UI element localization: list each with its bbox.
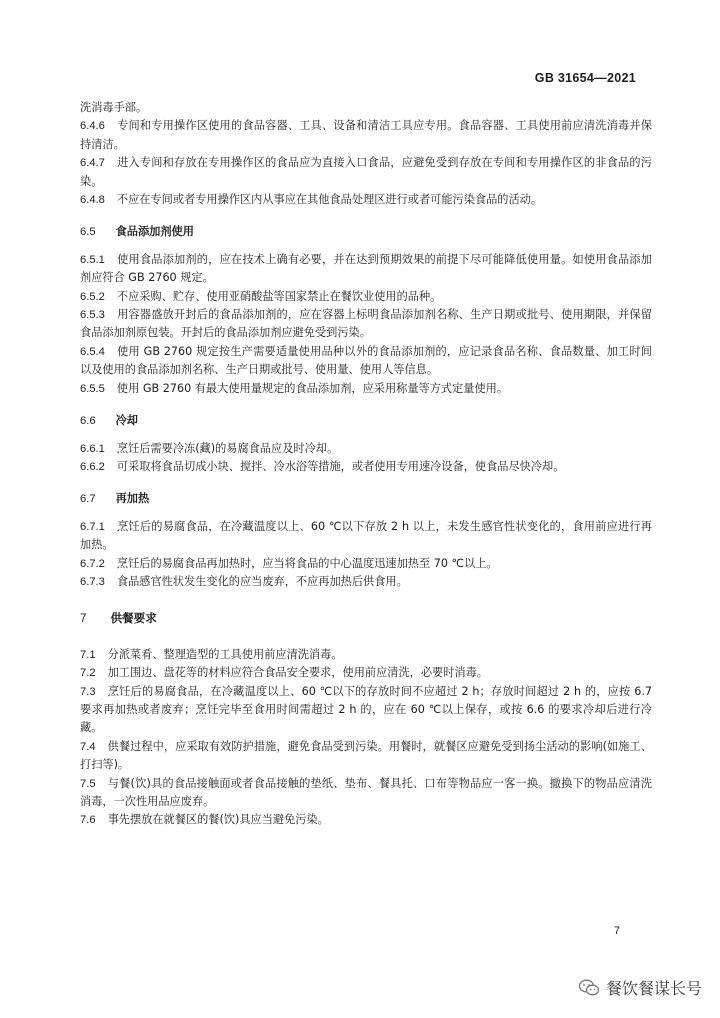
clause-number: 6.7.1	[80, 520, 105, 533]
clause-number: 6.5.3	[80, 309, 105, 322]
clause-number: 6.5.1	[80, 253, 105, 266]
section-heading-6-6	[80, 412, 652, 430]
clause-text: 可采取将食品切成小块、搅拌、冷水浴等措施，或者使用专用速冷设备，使食品尽快冷却。	[116, 459, 565, 473]
clause-number: 7.1	[80, 648, 96, 661]
document-body	[80, 99, 652, 830]
clause-6-5-1	[80, 251, 652, 288]
section-heading-6-5	[80, 223, 652, 241]
page-number: 7	[613, 925, 620, 937]
clause-text: 食品感官性状发生变化的应当废弃，不应再加热后供食用。	[116, 574, 408, 588]
clause-text: 进入专间和存放在专用操作区的食品应为直接入口食品，应避免受到存放在专间和专用操作区的非食品的污染。	[80, 156, 652, 188]
clause-number: 7.4	[80, 740, 96, 753]
clause-6-6-2	[80, 458, 652, 476]
clause-number: 7.3	[80, 685, 96, 698]
chapter-number: 7	[80, 612, 87, 626]
clause-text: 使用 GB 2760 有最大使用量规定的食品添加剂，应采用称量等方式定量使用。	[116, 381, 509, 395]
clause-6-5-5	[80, 380, 652, 398]
clause-7-3	[80, 683, 652, 738]
clause-6-7-1	[80, 518, 652, 555]
watermark-text: 餐饮餐谋长号	[605, 979, 702, 998]
section-title: 冷却	[115, 414, 138, 428]
section-title: 食品添加剂使用	[115, 225, 194, 239]
clause-text: 不应在专间或者专用操作区内从事应在其他食品处理区进行或者可能污染食品的活动。	[116, 193, 543, 207]
clause-text: 分派菜肴、整理造型的工具使用前应清洗消毒。	[107, 647, 343, 661]
watermark	[578, 976, 702, 999]
clause-7-2	[80, 664, 652, 682]
clause-7-6	[80, 811, 652, 829]
clause-text: 烹饪后需要冷冻(藏)的易腐食品应及时冷却。	[116, 441, 339, 455]
section-number: 6.7	[80, 493, 96, 506]
document-code: GB 31654—2021	[534, 71, 636, 85]
clause-text: 与餐(饮)具的食品接触面或者食品接触的垫纸、垫布、餐具托、口布等物品应一客一换。撤换下的物品应清洗消毒，一次性用品应废弃。	[80, 776, 652, 808]
clause-number: 6.6.2	[80, 460, 105, 473]
clause-6-5-2	[80, 288, 652, 306]
clause-number: 6.5.2	[80, 290, 105, 303]
clause-6-7-3	[80, 573, 652, 591]
clause-text: 事先摆放在就餐区的餐(饮)具应当避免污染。	[107, 813, 329, 827]
clause-number: 6.4.8	[80, 194, 105, 207]
chapter-title: 供餐要求	[110, 611, 157, 626]
clause-7-1	[80, 646, 652, 664]
clause-number: 7.5	[80, 777, 96, 790]
clause-text: 供餐过程中，应采取有效防护措施，避免食品受到污染。用餐时，就餐区应避免受到扬尘活动的影响(如施工、打扫等)。	[80, 739, 652, 772]
clause-number: 6.4.6	[80, 120, 105, 133]
clause-text: 烹饪后的易腐食品，在冷藏温度以上、60 ℃以下存放 2 h 以上，未发生感官性状变化的，食用前应进行再加热。	[80, 519, 652, 552]
clause-number: 6.6.1	[80, 442, 105, 455]
clause-6-4-7	[80, 154, 652, 191]
clause-text: 烹饪后的易腐食品，在冷藏温度以上、60 ℃以下的存放时间不应超过 2 h；存放时间超过 2 h 的，应按 6.7 要求再加热或者废弃；烹饪完毕至食用时间需超过 2 h 的，应在 60 ℃以上保存，或按 6.6 的要求冷却后进行冷藏。	[80, 684, 652, 735]
clause-number: 6.4.7	[80, 157, 105, 170]
clause-text: 用容器盛放开封后的食品添加剂的，应在容器上标明食品添加剂名称、生产日期或批号、使用期限，并保留食品添加剂原包装。开封后的食品添加剂应避免受到污染。	[80, 308, 652, 340]
clause-6-7-2	[80, 555, 652, 573]
section-number: 6.5	[80, 226, 96, 239]
clause-number: 6.7.3	[80, 575, 105, 588]
clause-text: 使用食品添加剂的，应在技术上确有必要，并在达到预期效果的前提下尽可能降低使用量。如使用食品添加剂应符合 GB 2760 规定。	[80, 252, 652, 285]
clause-number: 6.5.4	[80, 345, 105, 358]
clause-6-6-1	[80, 440, 652, 458]
paragraph-continuation: 洗消毒手部。	[80, 101, 148, 114]
clause-6-4-6	[80, 117, 652, 154]
clause-text: 专间和专用操作区使用的食品容器、工具、设备和清洁工具应专用。食品容器、工具使用前应清洗消毒并保持清洁。	[80, 119, 652, 151]
section-heading-6-7	[80, 490, 652, 508]
clause-number: 7.6	[80, 814, 96, 827]
clause-text: 不应采购、贮存、使用亚硝酸盐等国家禁止在餐饮业使用的品种。	[116, 289, 442, 303]
clause-6-5-4	[80, 343, 652, 380]
clause-number: 6.5.5	[80, 382, 105, 395]
clause-number: 7.2	[80, 667, 96, 680]
clause-number: 6.7.2	[80, 557, 105, 570]
clause-text: 加工围边、盘花等的材料应符合食品安全要求，使用前应清洗，必要时消毒。	[107, 666, 488, 680]
chapter-heading-7	[80, 609, 652, 628]
clause-text: 烹饪后的易腐食品再加热时，应当将食品的中心温度迅速加热至 70 ℃以上。	[116, 556, 498, 570]
wechat-icon	[578, 978, 600, 998]
clause-text: 使用 GB 2760 规定按生产需要适量使用品种以外的食品添加剂的，应记录食品名称、食品数量、加工时间以及使用的食品添加剂名称、生产日期或批号、使用量、使用人等信息。	[80, 344, 652, 377]
section-title: 再加热	[115, 492, 150, 506]
clause-7-5	[80, 775, 652, 812]
clause-7-4	[80, 738, 652, 775]
clause-6-5-3	[80, 306, 652, 343]
clause-6-4-8	[80, 191, 652, 209]
section-number: 6.6	[80, 415, 96, 428]
